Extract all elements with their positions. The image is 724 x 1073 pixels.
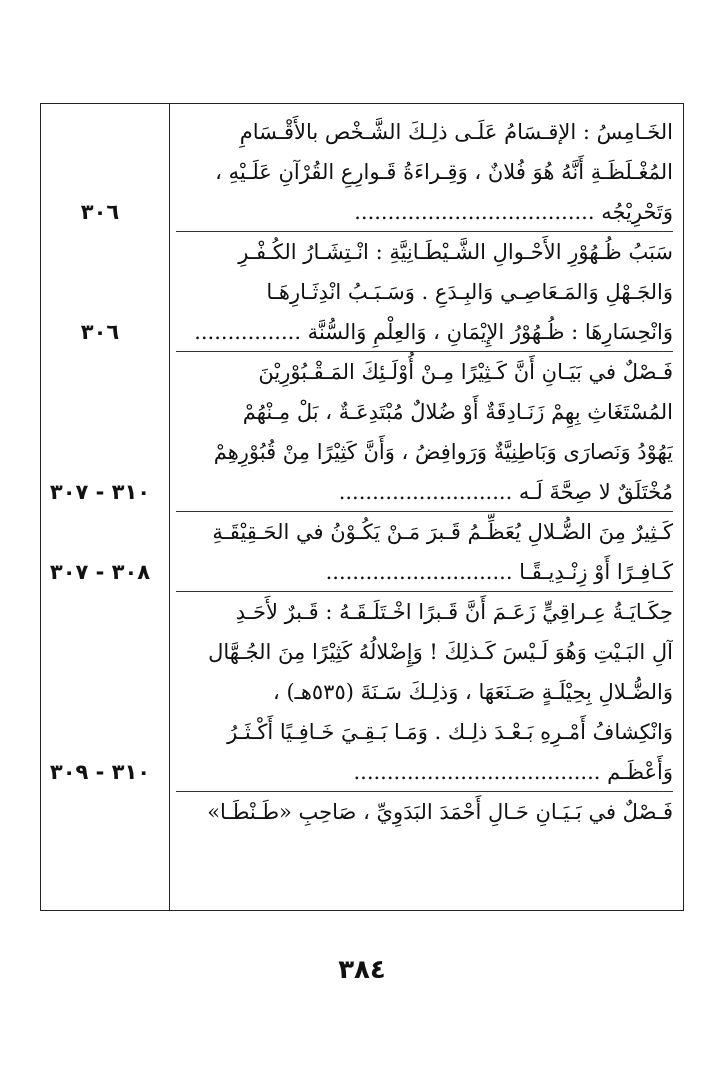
page-ref: ٣٠٦: [80, 200, 120, 224]
entry-line: مُخْتَلَقٌ لا صِحَّةَ لَـه ..........................: [176, 472, 673, 512]
entry-line: فَـصْلٌ في بَـيَـانِ حَـالِ أَحْمَدَ البَدَوِيِّ ، صَاحِبِ «طَـنْطَـا»: [207, 800, 673, 824]
entry-line: سَبَبُ ظُـهُوْرِ الأَحْـوالِ الشَّـيْطَـانِيَّةِ : انْـتِشَـارُ الكُـفْـرِ: [238, 240, 673, 264]
entry-line: وَالجَـهْلِ وَالمَـعَاصِـي وَالبِـدَعِ . وَسَـبَـبُ انْدِثَـارِهَـا: [266, 280, 673, 304]
entry-line: كَـافِـرًا أَوْ زِنْـدِيـقًـا ............................: [176, 552, 673, 592]
entry-line: المُسْتَغَاثِ بِهِمْ زَنَـادِقَةٌ أَوْ ضُلالٌ مُبْتَدِعَـةٌ ، بَلْ مِـنْهُمْ: [242, 400, 673, 424]
page-ref: ٣١٠ - ٣٠٩: [49, 760, 151, 784]
entry-line: المُغْـلَظَـةِ أَنَّهُ هُوَ فُلانٌ ، وَقِـراءَةُ قَـوارِعِ القُرْآنِ عَلَـيْهِ ،: [215, 160, 673, 184]
entry-line: حِكَـايَـةُ عِـراقِيٍّ زَعَـمَ أَنَّ قَـبرًا اخْـتَلَـقَـهُ : قَـبرٌ لأَحَـدِ: [235, 600, 673, 624]
page-number: ٣٨٤: [338, 955, 386, 985]
entry-line: آلِ البَـيْتِ وَهُوَ لَـيْسَ كَـذلِكَ ! وَإِضْلالُهُ كَثِيْرًا مِنَ الجُـهَّال: [208, 640, 673, 664]
entry-line: وَانْكِشافُ أَمْـرِهِ بَـعْـدَ ذلِـك . وَمَـا بَـقِـيَ خَـافِـيًا أَكْـثَـرُ: [227, 720, 673, 744]
entry-line: وَأَعْظَـم .....................................: [176, 752, 673, 792]
entry-line: يَهُوْدُ وَنَصارَى وَبَاطِنِيَّةٌ وَرَوافِضُ ، وَأَنَّ كَثِيْرًا مِنْ قُبُوْرِهِمْ: [213, 440, 673, 464]
column-divider: [169, 104, 170, 910]
entry-line: كَـثِيرٌ مِنَ الضُّـلالِ يُعَظِّـمُ قَـبرَ مَـنْ يَكُـوْنُ في الحَـقِيْقَـةِ: [212, 520, 673, 544]
index-table: [40, 103, 684, 911]
page-ref: ٣٠٨ - ٣٠٧: [49, 560, 151, 584]
entry-line: وَتَحْرِيْجُه ....................................: [176, 192, 673, 232]
entry-line: فَـصْلٌ في بَيَـانِ أَنَّ كَـثِيْرًا مِـنْ أُوْلَـئِكَ المَـقْـبُوْرِيْنَ: [258, 360, 673, 384]
page-ref: ٣١٠ - ٣٠٧: [49, 480, 151, 504]
entry-line: وَانْحِسَارِهَا : ظُـهُوْرُ الإِيْمَانِ ، وَالعِلْمِ وَالسُّنَّة ................: [176, 312, 673, 352]
entries-column: [176, 112, 673, 832]
entry-line: الخَـامِسُ : الإقـسَامُ عَلَـى ذلِـكَ الشَّـخْص بالأَقْـسَامِ: [239, 120, 673, 144]
entry-line: وَالضُّـلالِ بِحِيْلَـةٍ صَـنَعَهَا ، وَذلِـكَ سَـنَةَ (٥٣٥هـ) ،: [273, 680, 673, 704]
page-ref: ٣٠٦: [80, 320, 120, 344]
